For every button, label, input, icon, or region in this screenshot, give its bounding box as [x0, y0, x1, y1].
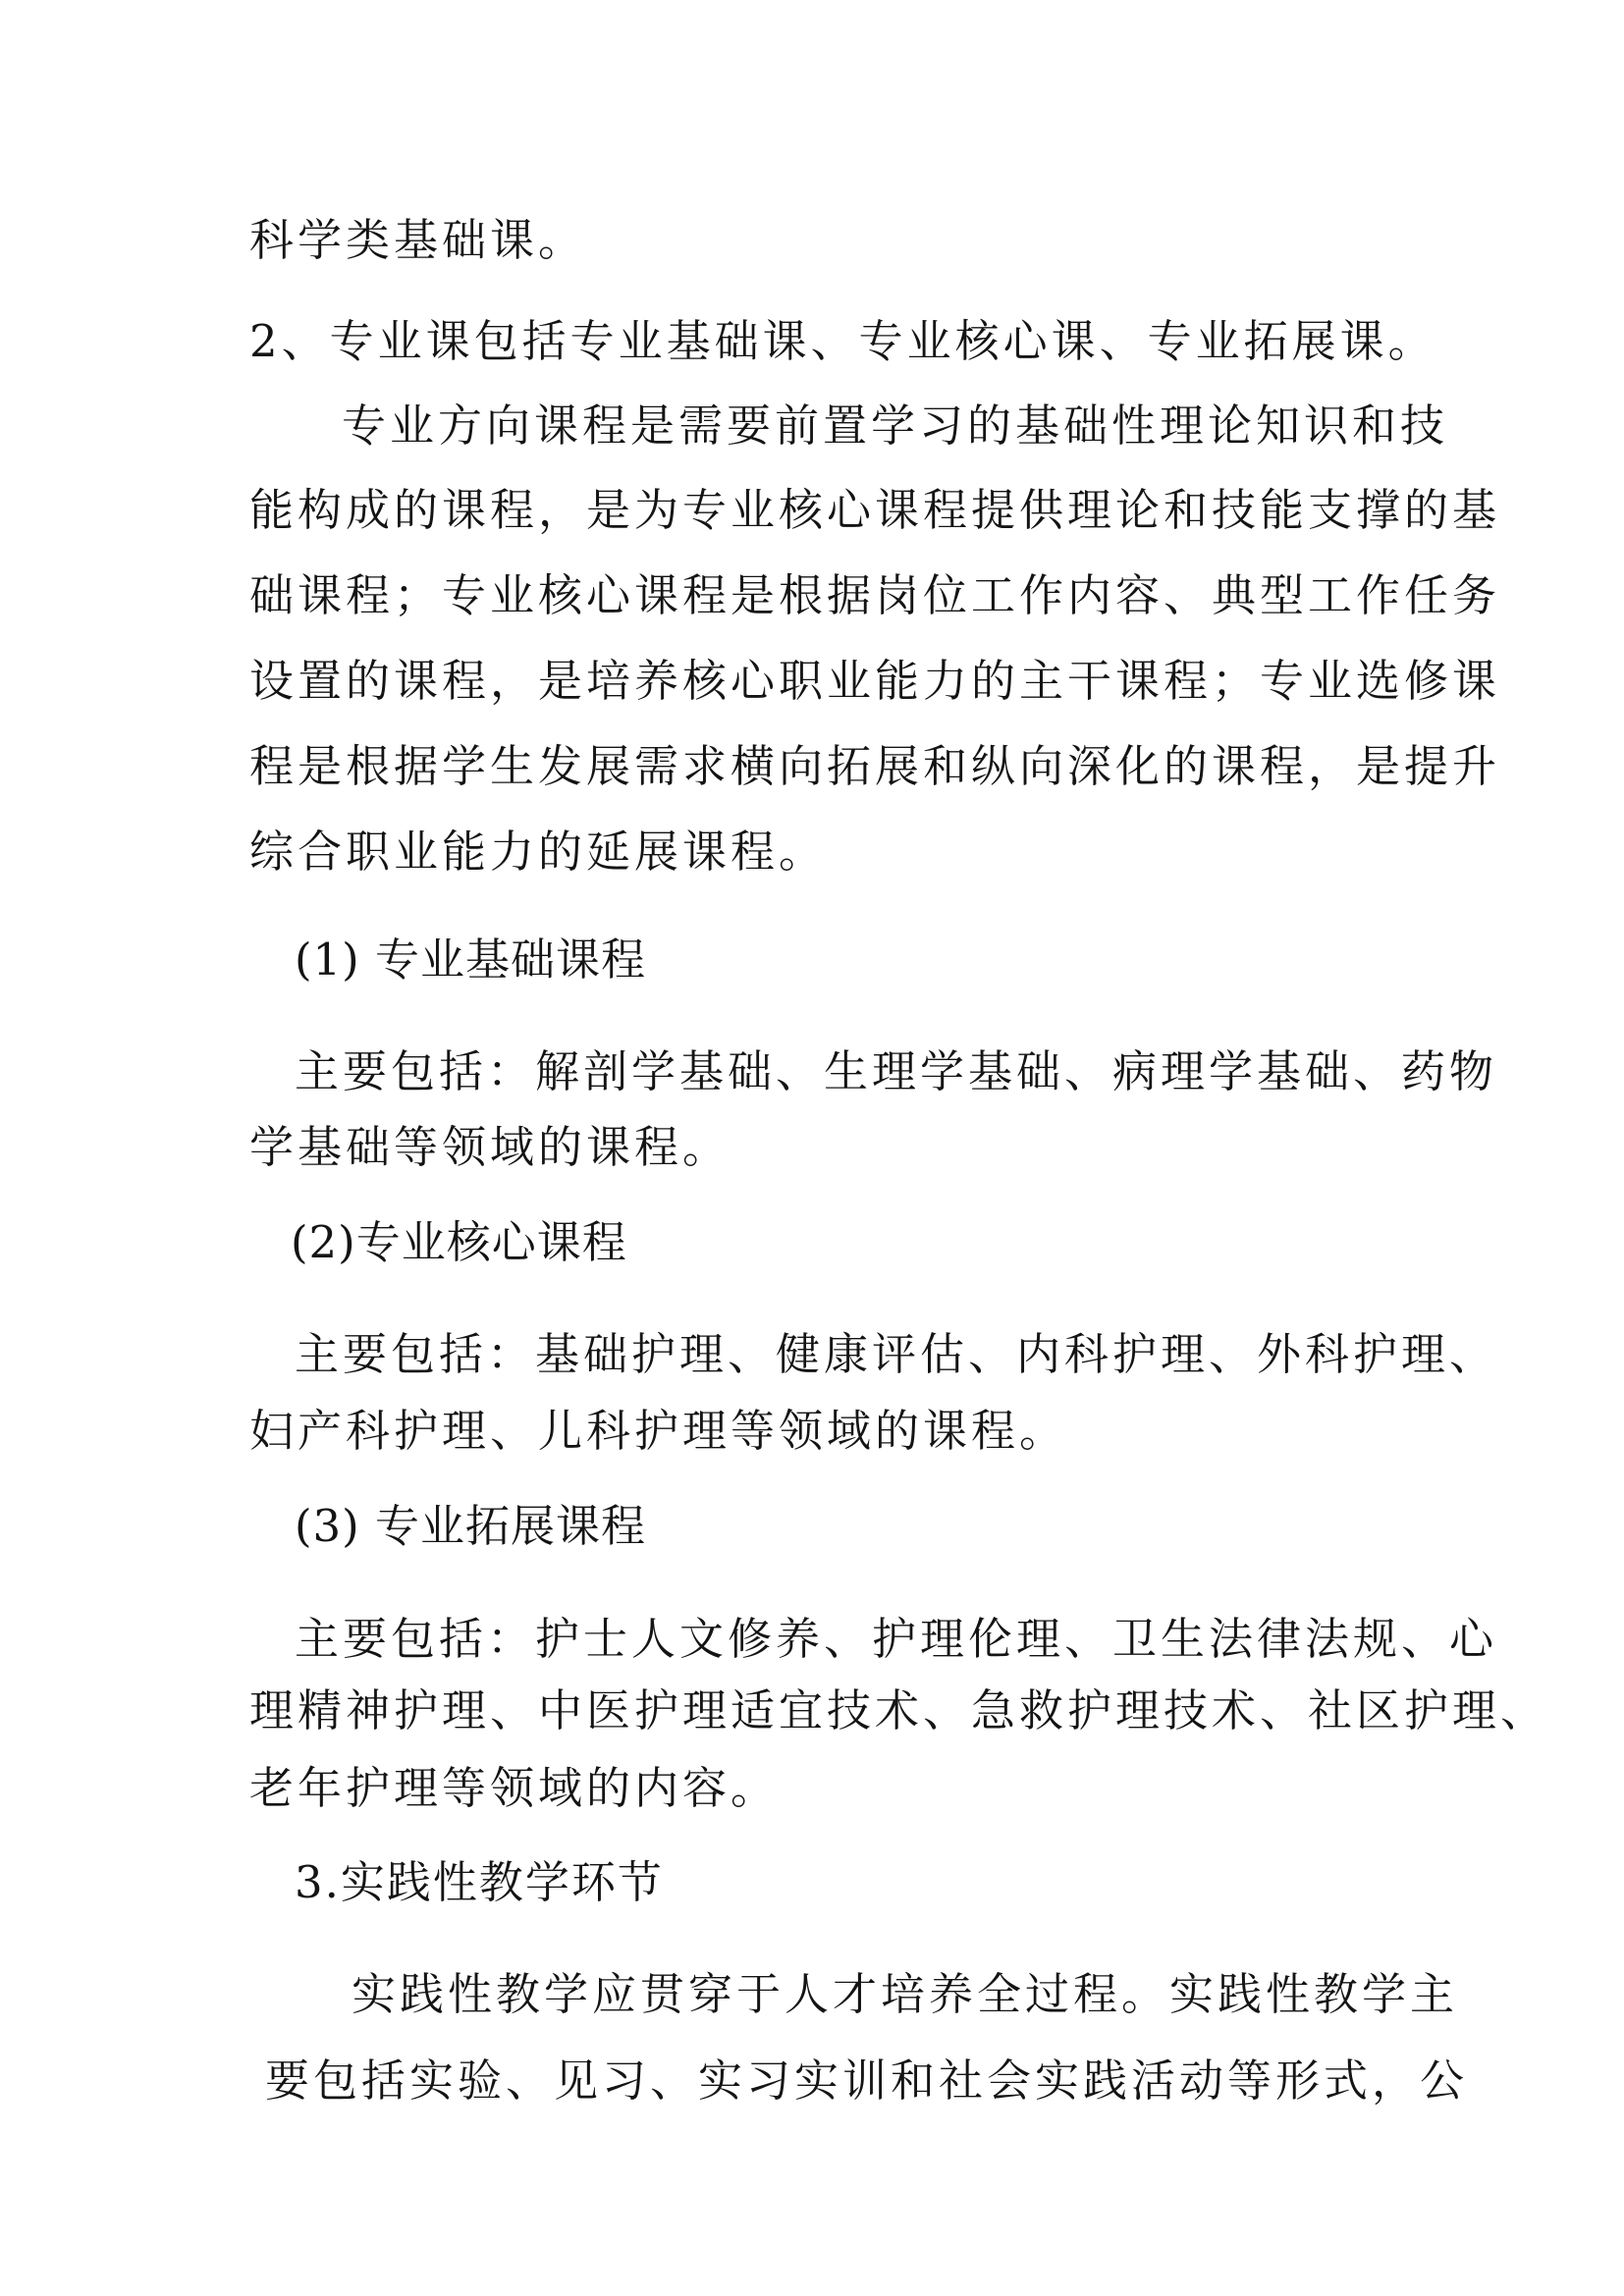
paragraph-line: 程是根据学生发展需求横向拓展和纵向深化的课程，是提升 [249, 740, 1501, 792]
paragraph-line: 实践性教学应贯穿于人才培养全过程。实践性教学主 [352, 1968, 1459, 2020]
list-content-line: 学基础等领域的课程。 [249, 1121, 731, 1173]
list-content-line: 老年护理等领域的内容。 [249, 1762, 780, 1814]
subheading-1: (1) 专业基础课程 [295, 934, 647, 986]
subheading-2: (2)专业核心课程 [291, 1216, 627, 1268]
paragraph-line: 设置的课程，是培养核心职业能力的主干课程；专业选修课 [249, 655, 1501, 707]
paragraph-line: 综合职业能力的延展课程。 [249, 826, 828, 878]
list-content-line: 妇产科护理、儿科护理等领域的课程。 [249, 1405, 1068, 1457]
list-content-line: 主要包括：护士人文修养、护理伦理、卫生法律法规、心 [295, 1613, 1498, 1665]
paragraph-line: 能构成的课程，是为专业核心课程提供理论和技能支撑的基 [249, 484, 1501, 536]
text-line-1: 科学类基础课。 [249, 214, 587, 266]
paragraph-line: 础课程；专业核心课程是根据岗位工作内容、典型工作任务 [249, 569, 1501, 621]
paragraph-line: 要包括实验、见习、实习实训和社会实践活动等形式，公 [265, 2055, 1469, 2107]
section-heading-3: 3.实践性教学环节 [295, 1856, 664, 1908]
list-content-line: 主要包括：基础护理、健康评估、内科护理、外科护理、 [295, 1328, 1498, 1380]
section-heading-2: 2、专业课包括专业基础课、专业核心课、专业拓展课。 [249, 315, 1436, 367]
list-content-line: 主要包括：解剖学基础、生理学基础、病理学基础、药物 [295, 1045, 1498, 1097]
paragraph-line: 专业方向课程是需要前置学习的基础性理论知识和技 [342, 400, 1449, 452]
subheading-3: (3) 专业拓展课程 [295, 1500, 647, 1552]
list-content-line: 理精神护理、中医护理适宜技术、急救护理技术、社区护理、 [249, 1684, 1549, 1736]
